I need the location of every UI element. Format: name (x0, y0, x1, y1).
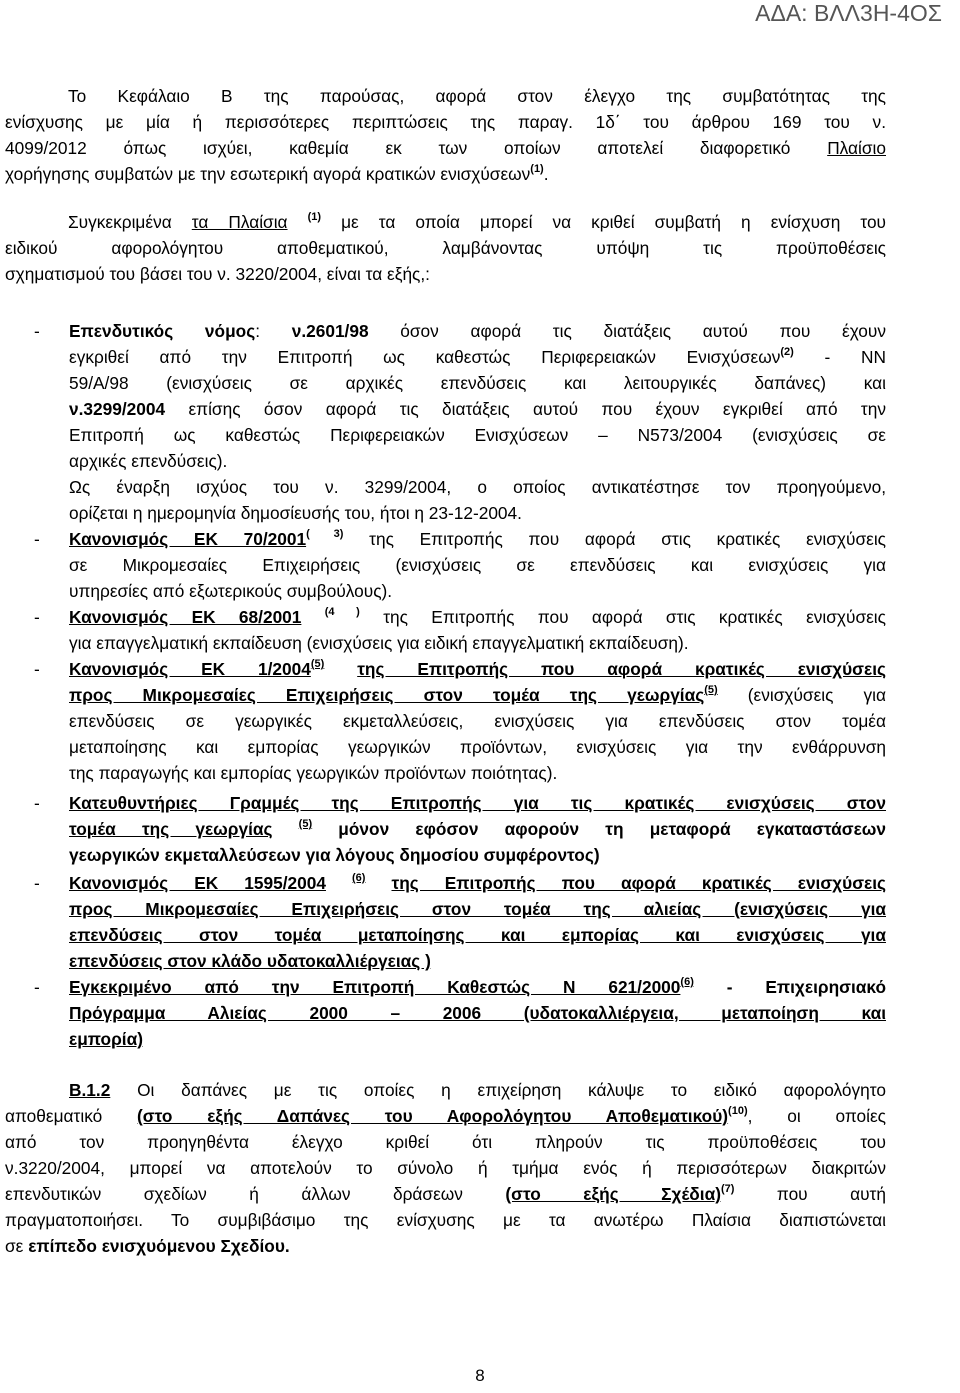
list-dash: - (34, 873, 40, 893)
item6-line1: Κανονισμός ΕΚ 1595/2004 $^{(6)}$ της Επιτροπής που αφορά κρατικές ενισχύσεις (69, 872, 887, 893)
page-number: 8 (475, 1366, 485, 1385)
list-dash: - (34, 607, 40, 627)
list-dash: - (34, 793, 40, 813)
item5-line1: Κατευθυντήριες Γραμμές της Επιτροπής για τις κρατικές ενισχύσεις στον (69, 793, 886, 813)
item7-line2: Πρόγραμμα Αλιείας 2000 – 2006 (υδατοκαλλιέργεια, μεταποίηση και (69, 1003, 886, 1023)
para1-line1: Το Κεφάλαιο Β της παρούσας, αφορά στον έλεγχο της συμβατότητας της (68, 86, 886, 106)
item7-line3: εμπορία) (69, 1029, 143, 1049)
para2-line3: σχηματισμού του βάσει του ν. 3220/2004, είναι τα εξής,: (5, 264, 430, 284)
para3-line3: από τον προηγηθέντα έλεγχο κριθεί ότι πληρούν τις προϋποθέσεις του (5, 1132, 886, 1152)
item1-line4: ν.3299/2004 επίσης όσον αφορά τις διατάξεις αυτού που έχουν εγκριθεί από την (69, 399, 886, 419)
item1-line5: Επιτροπή ως καθεστώς Περιφερειακών Ενισχύσεων – Ν573/2004 (ενισχύσεις σε (69, 425, 886, 445)
item6-line2: προς Μικρομεσαίες Επιχειρήσεις στον τομέα της αλιείας (ενισχύσεις για (69, 899, 886, 919)
item4-line3: επενδύσεις σε γεωργικές εκμεταλλεύσεις, ενισχύσεις για επενδύσεις στον τομέα (69, 711, 886, 731)
item1-line6: αρχικές επενδύσεις). (69, 451, 228, 471)
item4-line1: Κανονισμός ΕΚ 1/2004$^{(5)}$ της Επιτροπής που αφορά κρατικές ενισχύσεις (69, 658, 886, 679)
list-dash: - (34, 977, 40, 997)
item4-line5: της παραγωγής και εμπορίας γεωργικών προϊόντων ποιότητας). (69, 763, 558, 783)
list-dash: - (34, 529, 40, 549)
item1-line1: Επενδυτικός νόμος: ν.2601/98 όσον αφορά τις διατάξεις αυτού που έχουν (69, 321, 887, 341)
item6-line4: επενδύσεις στον κλάδο υδατοκαλλιέργειας ) (69, 951, 431, 971)
item2-line3: υπηρεσίες από εξωτερικούς συμβούλους). (69, 581, 393, 601)
para3-line5: επενδυτικών σχεδίων ή άλλων δράσεων (στο εξής Σχέδια)$^{(7)}$ που αυτή (5, 1183, 886, 1204)
item7-line1: Εγκεκριμένο από την Επιτροπή Καθεστώς Ν 621/2000$^{(6)}$ - Επιχειρησιακό (69, 976, 886, 997)
para2-line2: ειδικού αφορολόγητου αποθεματικού, λαμβάνοντας υπόψη τις προϋποθέσεις (5, 238, 886, 258)
item1-line8: ορίζεται η ημερομηνία δημοσίευσής του, ήτοι η 23-12-2004. (69, 503, 522, 523)
list-dash: - (34, 659, 40, 679)
para3-line1: Β.1.2 Οι δαπάνες με τις οποίες η επιχείρηση κάλυψε το ειδικό αφορολόγητο (69, 1080, 886, 1100)
para3-line7: σε επίπεδο ενισχυόμενου Σχεδίου. (5, 1236, 290, 1256)
item4-line4: μεταποίησης και εμπορίας γεωργικών προϊόντων, ενισχύσεις για την ενθάρρυνση (69, 737, 886, 757)
item5-line2: τομέα της γεωργίας $^{(5)}$ μόνον εφόσον αφορούν τη μεταφορά εγκαταστάσεων (69, 818, 886, 839)
item6-line3: επενδύσεις στον τομέα μεταποίησης και εμπορίας και ενισχύσεις για (69, 925, 886, 945)
para3-line2: αποθεματικό (στο εξής Δαπάνες του Αφορολόγητου Αποθεματικού)$^{(10)}$, οι οποίες (5, 1105, 886, 1126)
ada-header: ΑΔΑ: ΒΛΛ3Η-4ΟΣ (755, 0, 942, 26)
item1-line2: εγκριθεί από την Επιτροπή ως καθεστώς Περιφερειακών Ενισχύσεων$^{(2)}$ - ΝΝ (69, 346, 886, 367)
para1-line3: 4099/2012 όπως ισχύει, καθεμία εκ των οποίων αποτελεί διαφορετικό Πλαίσιο (5, 138, 886, 158)
section-number: Β.1.2 (69, 1080, 111, 1100)
item2-line2: σε Μικρομεσαίες Επιχειρήσεις (ενισχύσεις σε επενδύσεις και ενισχύσεις για (69, 555, 886, 575)
item1-line7: Ως έναρξη ισχύος του ν. 3299/2004, ο οποίος αντικατέστησε τον προηγούμενο, (69, 477, 886, 497)
item3-line2: για επαγγελματική εκπαίδευση (ενισχύσεις για ειδική επαγγελματική εκπαίδευση). (69, 633, 689, 653)
para2-line1: Συγκεκριμένα τα Πλαίσια $^{(1)}$ με τα οποία μπορεί να κριθεί συμβατή η ενίσχυση του (68, 211, 887, 232)
item1-line3: 59/Α/98 (ενισχύσεις σε αρχικές επενδύσεις και λειτουργικές δαπάνες) και (69, 373, 886, 393)
para3-line6: πραγματοποιήσει. Το συμβιβάσιμο της ενίσχυσης με τα ανωτέρω Πλαίσια διαπιστώνεται (5, 1210, 886, 1230)
item3-line1: Κανονισμός ΕΚ 68/2001 $^{(4 )}$ της Επιτροπής που αφορά στις κρατικές ενισχύσεις (69, 606, 886, 627)
item5-line3: γεωργικών εκμεταλλεύσεων για λόγους δημοσίου συμφέροντος) (69, 845, 600, 865)
plaisio-link: Πλαίσιο (827, 138, 886, 158)
para1-line4: χορήγησης συμβατών με την εσωτερική αγορά κρατικών ενισχύσεων$^{(1)}$. (5, 163, 549, 184)
item4-line2: προς Μικρομεσαίες Επιχειρήσεις στον τομέα της γεωργίας$^{(5)}$ (ενισχύσεις για (69, 684, 887, 705)
list-dash: - (34, 321, 40, 341)
para3-line4: ν.3220/2004, μπορεί να αποτελούν το σύνολο ή τμήμα ενός ή περισσότερων διακριτών (5, 1158, 886, 1178)
para1-line2: ενίσχυσης με μία ή περισσότερες περιπτώσεις της παραγ. 1δ΄ του άρθρου 169 του ν. (5, 112, 886, 132)
item2-line1: Κανονισμός ΕΚ $70/2001^{( 3)}$ της Επιτροπής που αφορά στις κρατικές ενισχύσεις (69, 528, 886, 549)
